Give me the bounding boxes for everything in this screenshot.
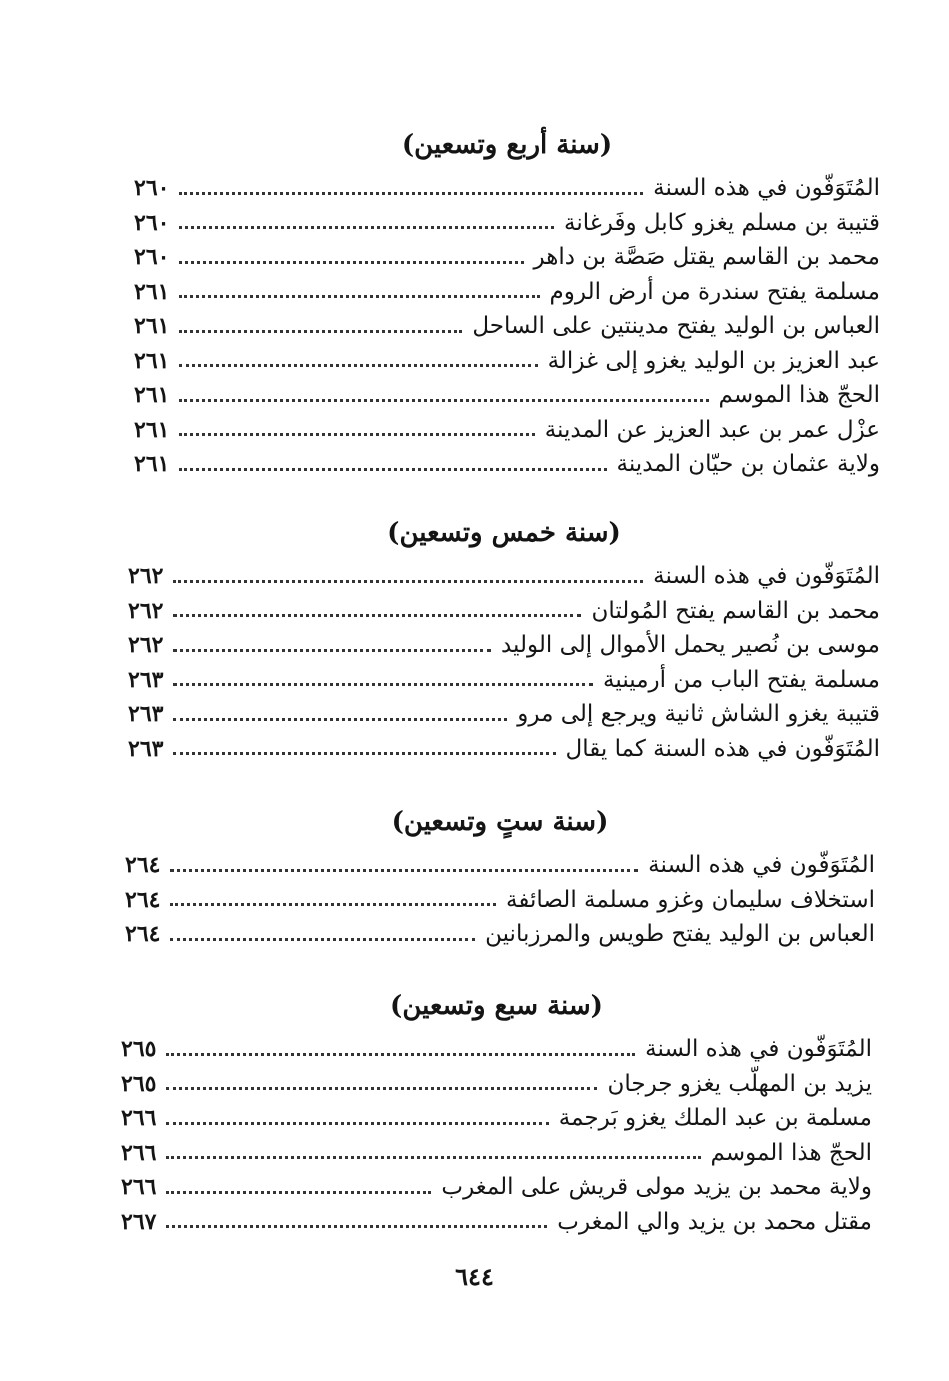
dot-leader — [170, 869, 638, 872]
dot-leader — [173, 649, 491, 652]
entry-title: عبد العزيز بن الوليد يغزو إلى غزالة — [547, 347, 880, 374]
entry-page-number: ٢٦٤ — [125, 886, 161, 913]
entry-title: استخلاف سليمان وغزو مسلمة الصائفة — [505, 886, 875, 913]
entry-page-number: ٢٦٣ — [128, 735, 164, 762]
toc-entry — [128, 628, 880, 663]
toc-entry — [134, 344, 880, 379]
entry-title: قتيبة يغزو الشاش ثانية ويرجع إلى مرو — [517, 701, 880, 728]
entry-title: قتيبة بن مسلم يغزو كابل وفَرغانة — [563, 209, 880, 236]
section-title: (سنة خمس وتسعين) — [387, 518, 621, 548]
dot-leader — [166, 1225, 547, 1228]
toc-entry — [128, 732, 880, 767]
entry-page-number: ٢٦١ — [134, 347, 170, 374]
entry-title: ولاية محمد بن يزيد مولى قريش على المغرب — [441, 1174, 872, 1201]
dot-leader — [179, 433, 534, 436]
entry-page-number: ٢٦١ — [134, 451, 170, 478]
toc-entry — [134, 413, 880, 448]
entry-page-number: ٢٦٦ — [121, 1105, 157, 1132]
toc-entry — [125, 917, 875, 952]
toc-entry — [125, 848, 875, 883]
toc-entry — [134, 447, 880, 482]
dot-leader — [166, 1053, 635, 1056]
dot-leader — [179, 468, 606, 471]
dot-leader — [170, 903, 496, 906]
section-year-96 — [125, 802, 875, 952]
toc-entry — [121, 1136, 872, 1171]
toc-entry — [128, 594, 880, 629]
entry-page-number: ٢٦٤ — [125, 921, 161, 948]
entry-page-number: ٢٦٠ — [134, 175, 170, 202]
toc-entry — [128, 559, 880, 594]
entry-page-number: ٢٦٠ — [134, 244, 170, 271]
entry-title: المُتَوَفّون في هذه السنة — [645, 1036, 872, 1063]
entry-page-number: ٢٦٠ — [134, 209, 170, 236]
dot-leader — [179, 192, 643, 195]
toc-entry — [121, 1205, 872, 1240]
entry-title: المُتَوَفّون في هذه السنة كما يقال — [565, 735, 880, 762]
entry-page-number: ٢٦١ — [134, 278, 170, 305]
entry-title: المُتَوَفّون في هذه السنة — [648, 852, 875, 879]
toc-entry — [134, 309, 880, 344]
dot-leader — [166, 1191, 431, 1194]
section-title: (سنة ستٍ وتسعين) — [391, 807, 609, 837]
dot-leader — [179, 330, 462, 333]
entry-title: الحجّ هذا الموسم — [710, 1139, 872, 1166]
dot-leader — [173, 752, 555, 755]
entry-page-number: ٢٦٧ — [121, 1208, 157, 1235]
toc-entry — [128, 663, 880, 698]
toc-entry — [134, 171, 880, 206]
dot-leader — [170, 938, 475, 941]
entry-title: مسلمة بن عبد الملك يغزو بَرجمة — [558, 1105, 872, 1132]
page-number: ٦٤٤ — [455, 1262, 494, 1291]
dot-leader — [173, 614, 581, 617]
dot-leader — [173, 580, 643, 583]
toc-entry — [121, 1067, 872, 1102]
entry-title: المُتَوَفّون في هذه السنة — [653, 563, 880, 590]
toc-entry — [121, 1101, 872, 1136]
toc-entry — [134, 240, 880, 275]
entry-title: المُتَوَفّون في هذه السنة — [653, 175, 880, 202]
entry-title: مسلمة يفتح سندرة من أرض الروم — [549, 278, 880, 305]
section-title: (سنة سبع وتسعين) — [390, 991, 603, 1021]
dot-leader — [166, 1122, 548, 1125]
dot-leader — [179, 399, 708, 402]
entry-page-number: ٢٦٥ — [121, 1070, 157, 1097]
entry-title: الحجّ هذا الموسم — [718, 382, 880, 409]
entry-page-number: ٢٦٣ — [128, 666, 164, 693]
entry-page-number: ٢٦١ — [134, 416, 170, 443]
dot-leader — [179, 364, 537, 367]
entry-page-number: ٢٦٦ — [121, 1174, 157, 1201]
entry-page-number: ٢٦٢ — [128, 597, 164, 624]
entry-title: العباس بن الوليد يفتح مدينتين على الساحل — [472, 313, 880, 340]
section-year-94 — [134, 125, 880, 482]
toc-entry — [125, 883, 875, 918]
section-title: (سنة أربع وتسعين) — [401, 130, 613, 160]
entry-page-number: ٢٦٢ — [128, 632, 164, 659]
toc-entry — [134, 275, 880, 310]
section-year-97 — [121, 986, 872, 1239]
dot-leader — [179, 295, 539, 298]
toc-entry — [121, 1032, 872, 1067]
dot-leader — [179, 226, 554, 229]
entry-title: ولاية عثمان بن حيّان المدينة — [616, 451, 880, 478]
entry-title: العباس بن الوليد يفتح طويس والمرزبانين — [485, 921, 875, 948]
entry-title: محمد بن القاسم يقتل صَصَّة بن داهر — [533, 244, 880, 271]
entry-page-number: ٢٦٤ — [125, 852, 161, 879]
dot-leader — [173, 718, 507, 721]
toc-entry — [134, 206, 880, 241]
entry-page-number: ٢٦٦ — [121, 1139, 157, 1166]
entry-page-number: ٢٦١ — [134, 382, 170, 409]
toc-entry — [128, 697, 880, 732]
toc-entry — [121, 1170, 872, 1205]
dot-leader — [166, 1087, 597, 1090]
entry-title: محمد بن القاسم يفتح المُولتان — [591, 597, 880, 624]
dot-leader — [179, 261, 523, 264]
entry-title: مقتل محمد بن يزيد والي المغرب — [557, 1208, 872, 1235]
entry-page-number: ٢٦٢ — [128, 563, 164, 590]
dot-leader — [166, 1156, 700, 1159]
toc-entry — [134, 378, 880, 413]
entry-page-number: ٢٦١ — [134, 313, 170, 340]
entry-title: عزْل عمر بن عبد العزيز عن المدينة — [544, 416, 880, 443]
dot-leader — [173, 683, 593, 686]
section-year-95 — [128, 513, 880, 766]
entry-title: يزيد بن المهلّب يغزو جرجان — [607, 1070, 872, 1097]
entry-title: مسلمة يفتح الباب من أرمينية — [603, 666, 880, 693]
entry-title: موسى بن نُصير يحمل الأموال إلى الوليد — [500, 632, 880, 659]
entry-page-number: ٢٦٥ — [121, 1036, 157, 1063]
entry-page-number: ٢٦٣ — [128, 701, 164, 728]
